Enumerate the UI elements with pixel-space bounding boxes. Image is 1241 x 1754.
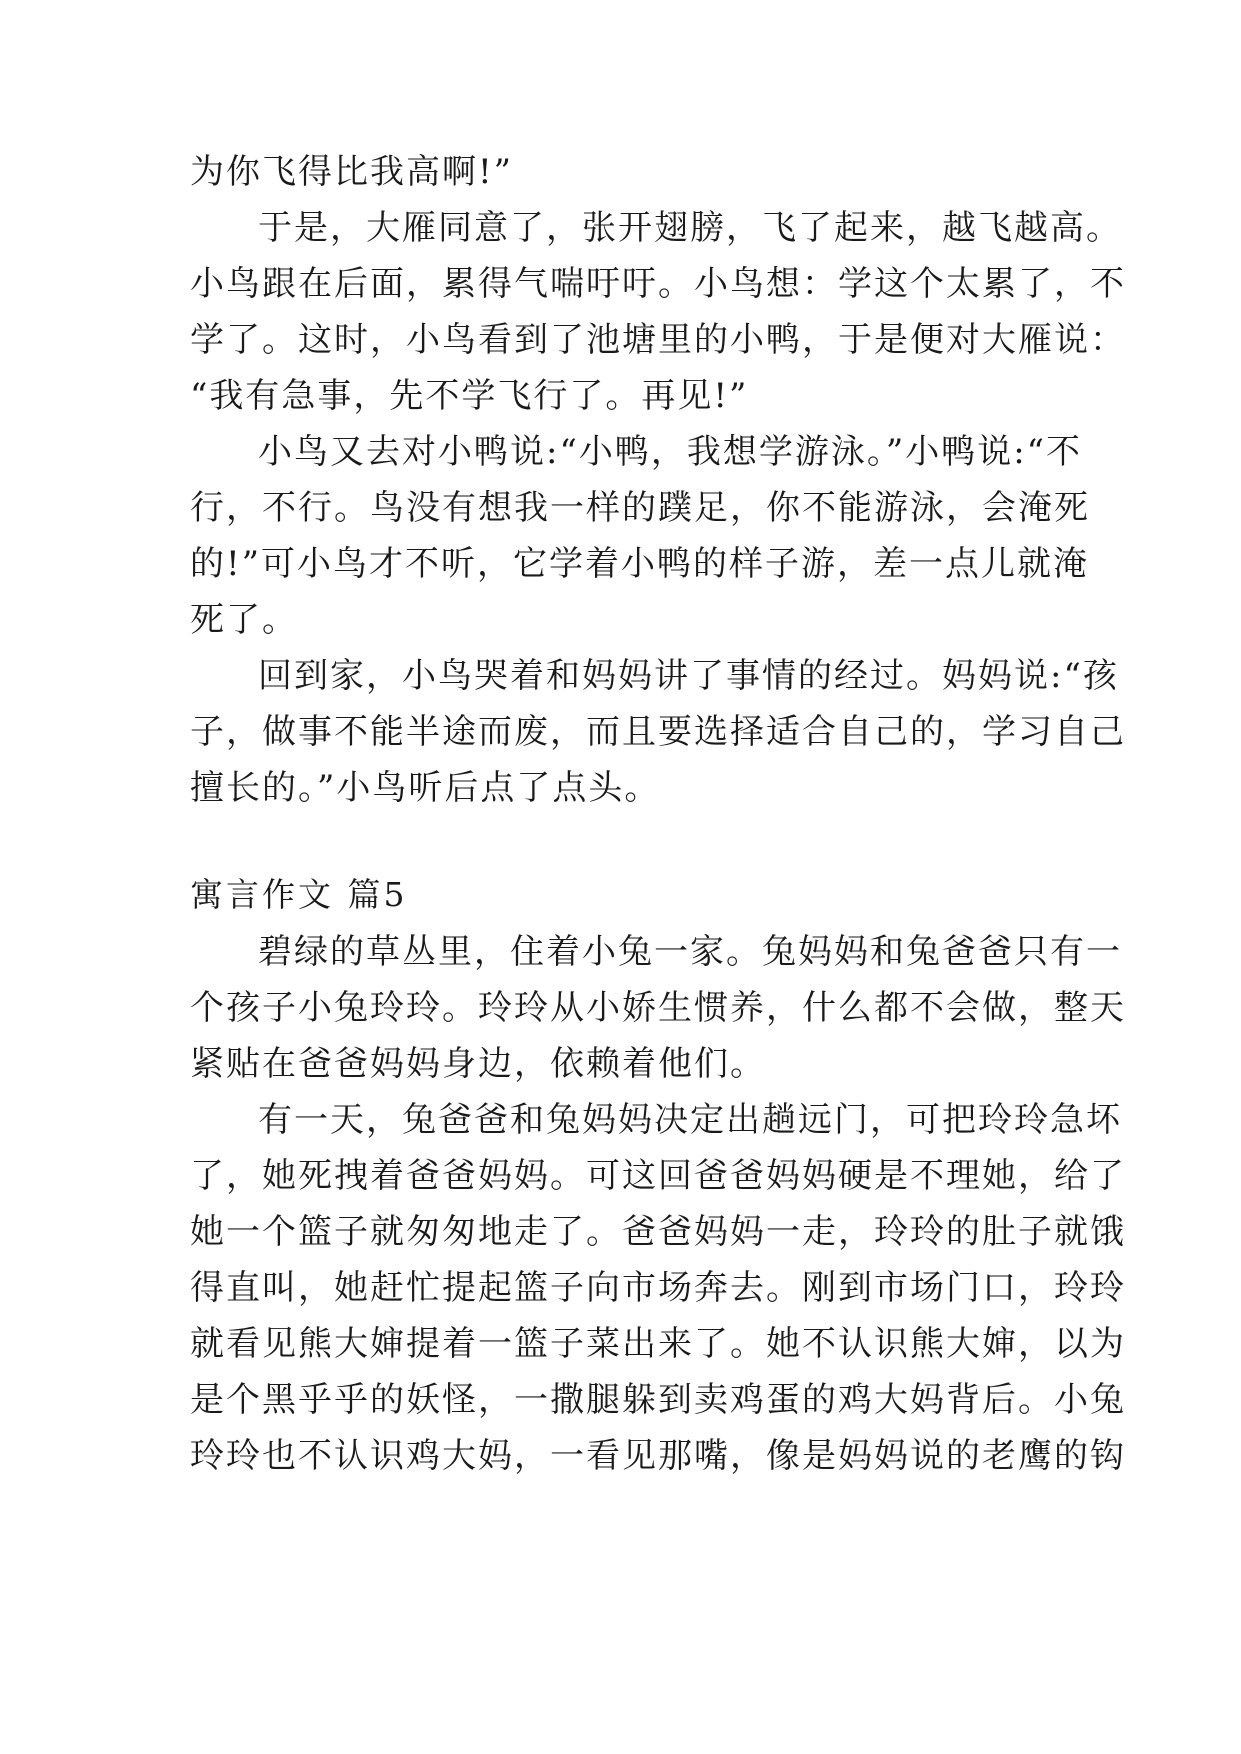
paragraph-line: 得直叫，她赶忙提起篮子向市场奔去。刚到市场门口，玲玲 — [190, 1268, 1126, 1308]
paragraph-line: 有一天，兔爸爸和兔妈妈决定出趟远门，可把玲玲急坏 — [258, 1100, 1122, 1140]
paragraph-line: 学了。这时，小鸟看到了池塘里的小鸭，于是便对大雁说： — [190, 320, 1126, 360]
paragraph-line: 个孩子小兔玲玲。玲玲从小娇生惯养，什么都不会做，整天 — [190, 988, 1126, 1028]
paragraph-line: 擅长的。”小鸟听后点了点头。 — [190, 768, 661, 808]
section-heading: 寓言作文 篇5 — [190, 875, 408, 914]
paragraph-line: 死了。 — [190, 600, 298, 640]
paragraph-line: 为你飞得比我高啊!” — [190, 152, 514, 192]
paragraph-line: 碧绿的草丛里，住着小兔一家。兔妈妈和兔爸爸只有一 — [258, 932, 1122, 972]
paragraph-line: 小鸟跟在后面，累得气喘吁吁。小鸟想：学这个太累了，不 — [190, 264, 1126, 304]
paragraph-line: 小鸟又去对小鸭说:“小鸭，我想学游泳。”小鸭说:“不 — [258, 432, 1083, 472]
paragraph-line: 玲玲也不认识鸡大妈，一看见那嘴，像是妈妈说的老鹰的钩 — [190, 1436, 1126, 1476]
paragraph-line: 是个黑乎乎的妖怪，一撒腿躲到卖鸡蛋的鸡大妈背后。小兔 — [190, 1380, 1126, 1420]
paragraph-line: 紧贴在爸爸妈妈身边，依赖着他们。 — [190, 1044, 766, 1084]
paragraph-line: 于是，大雁同意了，张开翅膀，飞了起来，越飞越高。 — [258, 208, 1122, 248]
paragraph-line: 的!”可小鸟才不听，它学着小鸭的样子游，差一点儿就淹 — [190, 544, 1090, 584]
paragraph-line: 回到家，小鸟哭着和妈妈讲了事情的经过。妈妈说:“孩 — [258, 656, 1119, 696]
paragraph-line: 她一个篮子就匆匆地走了。爸爸妈妈一走，玲玲的肚子就饿 — [190, 1212, 1126, 1252]
paragraph-line: 子，做事不能半途而废，而且要选择适合自己的，学习自己 — [190, 712, 1126, 752]
paragraph-line: 就看见熊大婶提着一篮子菜出来了。她不认识熊大婶，以为 — [190, 1324, 1126, 1364]
paragraph-line: “我有急事，先不学飞行了。再见!” — [190, 376, 749, 416]
paragraph-line: 了，她死拽着爸爸妈妈。可这回爸爸妈妈硬是不理她，给了 — [190, 1156, 1126, 1196]
paragraph-line: 行，不行。鸟没有想我一样的蹼足，你不能游泳，会淹死 — [190, 488, 1090, 528]
